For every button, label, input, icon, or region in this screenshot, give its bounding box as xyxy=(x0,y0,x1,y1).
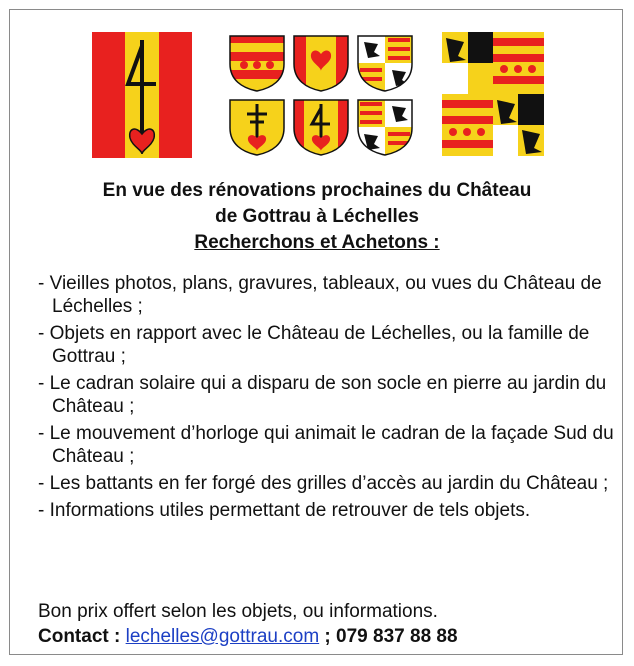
banner-emblem-icon xyxy=(92,32,192,158)
headline-line-3: Recherchons et Achetons : xyxy=(194,232,440,253)
headline-line-2: de Gottrau à Léchelles xyxy=(215,206,419,227)
footer xyxy=(38,599,618,649)
coat-of-arms-row xyxy=(10,32,624,162)
email-link[interactable]: lechelles@gottrau.com xyxy=(125,626,320,647)
list-item: - Les battants en fer forgé des grilles d’accès au jardin du Château ; xyxy=(38,472,618,495)
list-item: - Objets en rapport avec le Château de Léchelles, ou la famille de Gottrau ; xyxy=(38,322,618,368)
crest-four-heart-icon xyxy=(292,98,350,156)
offer-text: Bon prix offert selon les objets, ou informations. xyxy=(38,601,438,622)
phone-number: 079 837 88 88 xyxy=(336,626,458,647)
contact-separator: ; xyxy=(319,626,337,647)
crest-eagle-checked-icon xyxy=(356,34,414,92)
headline xyxy=(10,178,624,256)
quartered-arms-icon xyxy=(442,32,544,156)
notice-frame xyxy=(9,9,623,655)
crest-checked-eagle-icon xyxy=(356,98,414,156)
list-item: - Vieilles photos, plans, gravures, tableaux, ou vues du Château de Léchelles ; xyxy=(38,272,618,318)
list-item: - Le mouvement d’horloge qui animait le cadran de la façade Sud du Château ; xyxy=(38,422,618,468)
list-item: - Informations utiles permettant de retrouver de tels objets. xyxy=(38,499,618,522)
crest-cross-heart-icon xyxy=(228,98,286,156)
wanted-items-list xyxy=(38,272,618,526)
crest-red-heart-icon xyxy=(292,34,350,92)
headline-line-1: En vue des rénovations prochaines du Château xyxy=(102,180,532,201)
contact-label: Contact : xyxy=(38,626,121,647)
crest-red-yellow-hearts-icon xyxy=(228,34,286,92)
list-item: - Le cadran solaire qui a disparu de son socle en pierre au jardin du Château ; xyxy=(38,372,618,418)
contact-line xyxy=(38,624,618,649)
